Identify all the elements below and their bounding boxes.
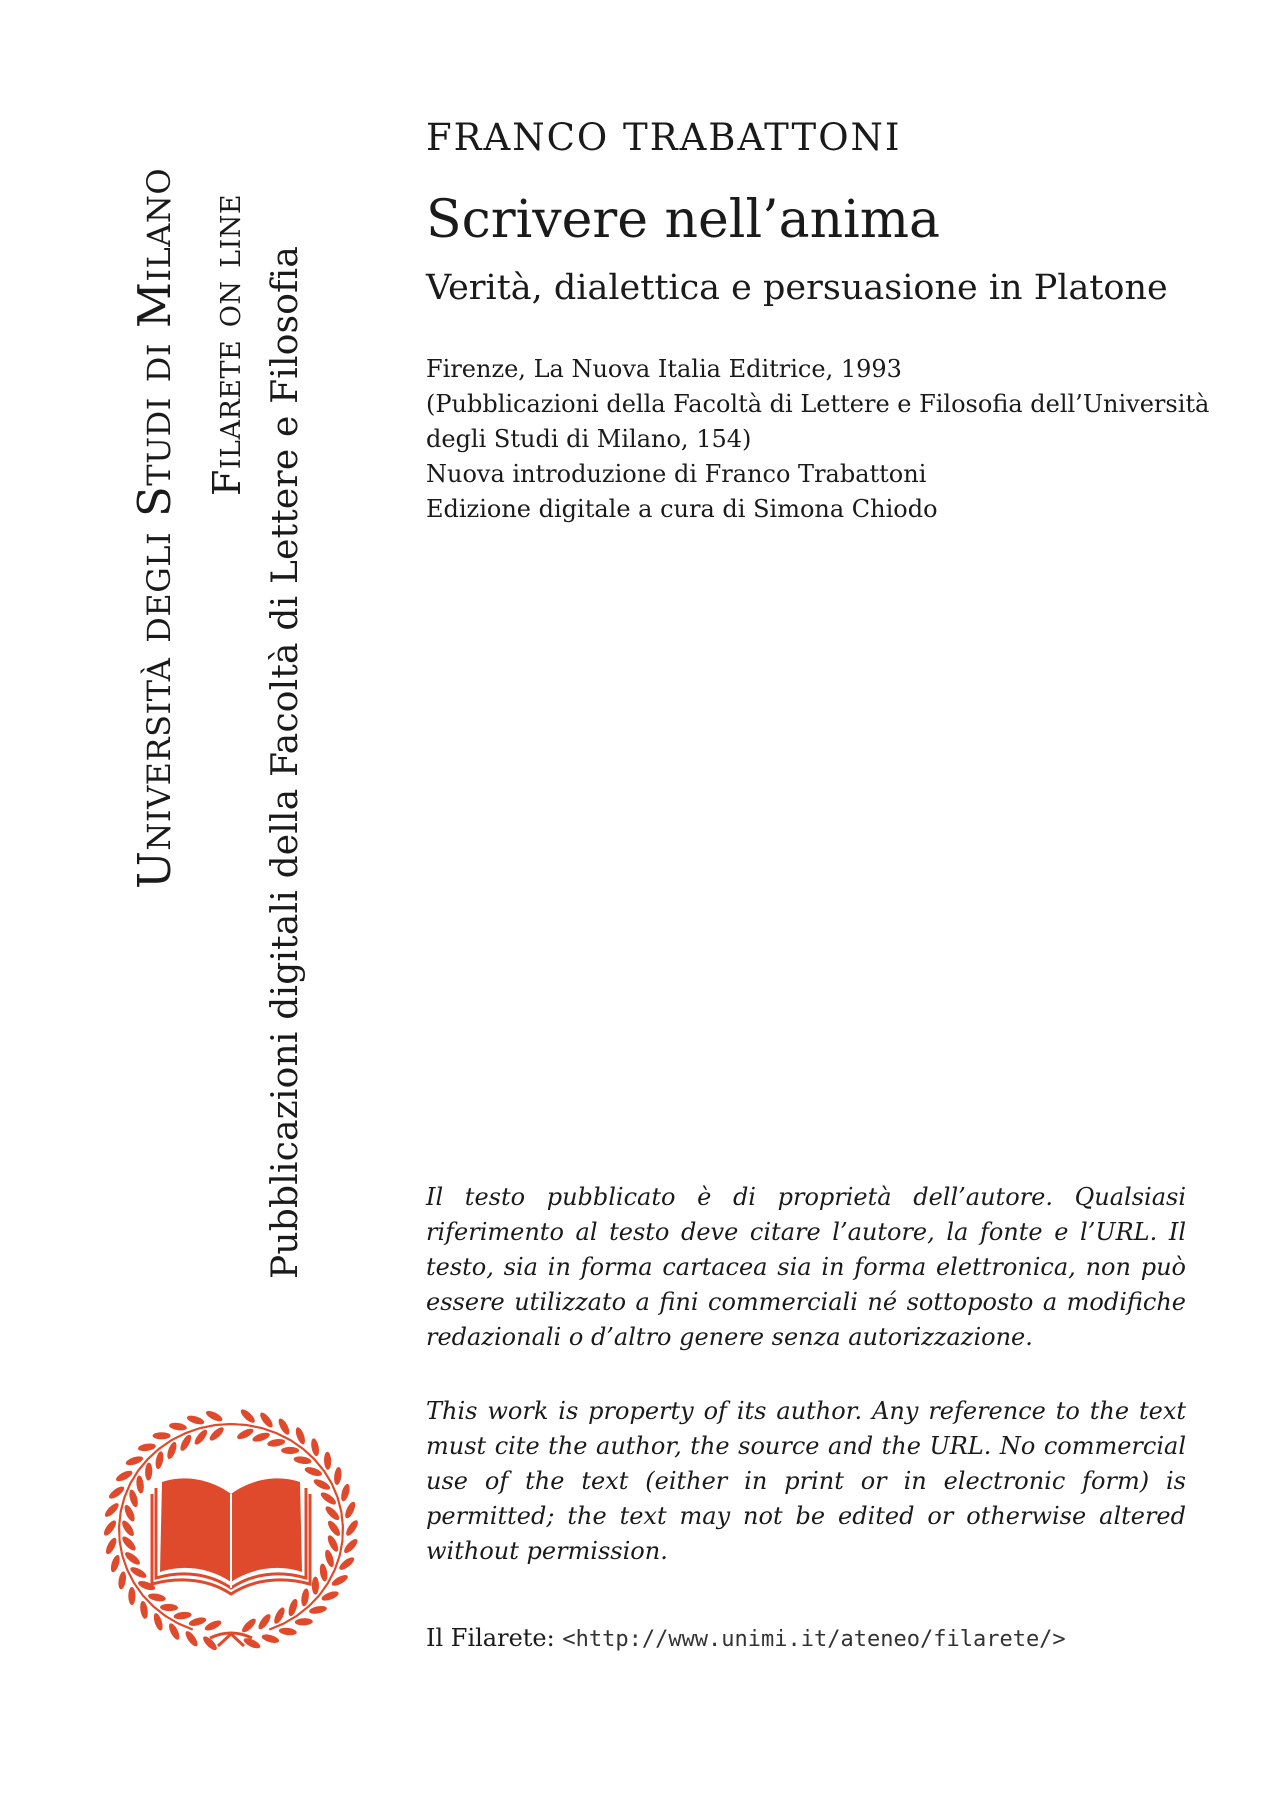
- laurel-leaf: [312, 1577, 319, 1595]
- laurel-leaf: [258, 1411, 275, 1430]
- laurel-leaf: [326, 1519, 342, 1538]
- laurel-leaf: [308, 1605, 327, 1616]
- laurel-leaf: [208, 1425, 226, 1443]
- laurel-leaf: [135, 1475, 144, 1494]
- laurel-leaf: [203, 1618, 222, 1632]
- laurel-leaf: [152, 1612, 164, 1631]
- laurel-leaf: [267, 1438, 286, 1448]
- copyright-notice-english: This work is property of its author. Any reference to the text must cite the author, the source and the URL. No commercial use of the text (either in print or in electronic form) is permitted; the text may not be edited or otherwise altered without permission.: [426, 1397, 1186, 1565]
- laurel-leaf: [125, 1455, 144, 1467]
- publication-info-line: Nuova introduzione di Franco Trabattoni: [426, 460, 927, 488]
- laurel-leaf: [169, 1422, 188, 1432]
- laurel-leaf: [147, 1592, 166, 1603]
- book-subtitle: Verità, dialettica e persuasione in Platone: [426, 268, 1168, 308]
- laurel-leaf: [323, 1504, 341, 1522]
- laurel-leaf: [242, 1636, 261, 1650]
- laurel-leaf: [160, 1604, 178, 1612]
- laurel-leaf: [128, 1489, 140, 1508]
- laurel-leaf: [278, 1627, 297, 1636]
- laurel-leaf: [295, 1618, 313, 1626]
- laurel-leaf: [310, 1438, 321, 1457]
- laurel-leaf: [343, 1500, 357, 1519]
- laurel-leaf: [236, 1427, 255, 1442]
- laurel-leaf: [240, 1617, 258, 1635]
- laurel-leaf: [128, 1587, 135, 1605]
- university-title: Università degli Studi di Milano: [128, 167, 181, 889]
- laurel-leaf: [344, 1519, 360, 1538]
- laurel-leaf: [239, 1407, 257, 1425]
- filarete-url[interactable]: <http://www.unimi.it/ateneo/filarete/>: [562, 1627, 1066, 1652]
- copyright-notice-italian: Il testo pubblicato è di proprietà dell’autore. Qualsiasi riferimento al testo deve citare l’autore, la fonte e l’URL. Il testo, sia in forma cartacea sia in forma elettronica, non può essere utilizzato a fini commerciali né sottoposto a modifiche redazionali o d’altro genere senza autorizzazione.: [426, 1183, 1186, 1351]
- filarete-label: Il Filarete:: [426, 1624, 555, 1652]
- laurel-leaf: [319, 1563, 329, 1582]
- laurel-leaf: [120, 1519, 136, 1538]
- laurel-leaf: [173, 1611, 192, 1620]
- filarete-link-line: [426, 1624, 1186, 1652]
- laurel-leaf: [120, 1534, 138, 1552]
- laurel-leaf: [103, 1501, 121, 1519]
- laurel-leaf: [102, 1519, 118, 1538]
- laurel-leaf: [109, 1554, 121, 1573]
- publications-title: Pubblicazioni digitali della Facoltà di Lettere e Filosofia: [265, 245, 306, 1279]
- series-title: Filarete on line: [205, 193, 249, 496]
- publication-info-line: Firenze, La Nuova Italia Editrice, 1993: [426, 355, 902, 383]
- laurel-leaf: [337, 1555, 356, 1572]
- laurel-leaf: [154, 1451, 165, 1470]
- laurel-wreath-open-book-icon: [100, 1402, 362, 1652]
- publication-info-line: degli Studi di Milano, 154): [426, 425, 752, 453]
- laurel-leaf: [293, 1455, 312, 1465]
- laurel-leaf: [186, 1414, 205, 1426]
- laurel-leaf: [153, 1432, 171, 1439]
- laurel-leaf: [300, 1588, 310, 1607]
- laurel-leaf: [339, 1483, 351, 1502]
- laurel-leaf: [281, 1447, 299, 1454]
- laurel-leaf: [323, 1549, 335, 1568]
- publication-info: [426, 352, 1210, 527]
- laurel-leaf: [104, 1536, 119, 1555]
- publication-info-line: Edizione digitale a cura di Simona Chiodo: [426, 495, 938, 523]
- laurel-leaf: [342, 1537, 360, 1555]
- laurel-leaf: [139, 1600, 149, 1619]
- laurel-leaf: [294, 1426, 307, 1445]
- laurel-leaf: [188, 1616, 207, 1628]
- laurel-leaf: [205, 1409, 224, 1424]
- laurel-leaf: [333, 1467, 342, 1486]
- book-title: Scrivere nell’anima: [426, 190, 941, 250]
- author-name: FRANCO TRABATTONI: [426, 116, 902, 159]
- laurel-leaf: [324, 1452, 332, 1470]
- laurel-leaf: [117, 1571, 127, 1590]
- laurel-leaf: [320, 1590, 339, 1603]
- laurel-leaf: [261, 1633, 280, 1645]
- laurel-leaf: [145, 1462, 153, 1480]
- laurel-leaf: [183, 1629, 199, 1648]
- laurel-leaf: [251, 1431, 270, 1443]
- publication-info-line: (Pubblicazioni della Facoltà di Lettere e Filosofia dell’Università: [426, 390, 1210, 418]
- laurel-leaf: [137, 1442, 156, 1452]
